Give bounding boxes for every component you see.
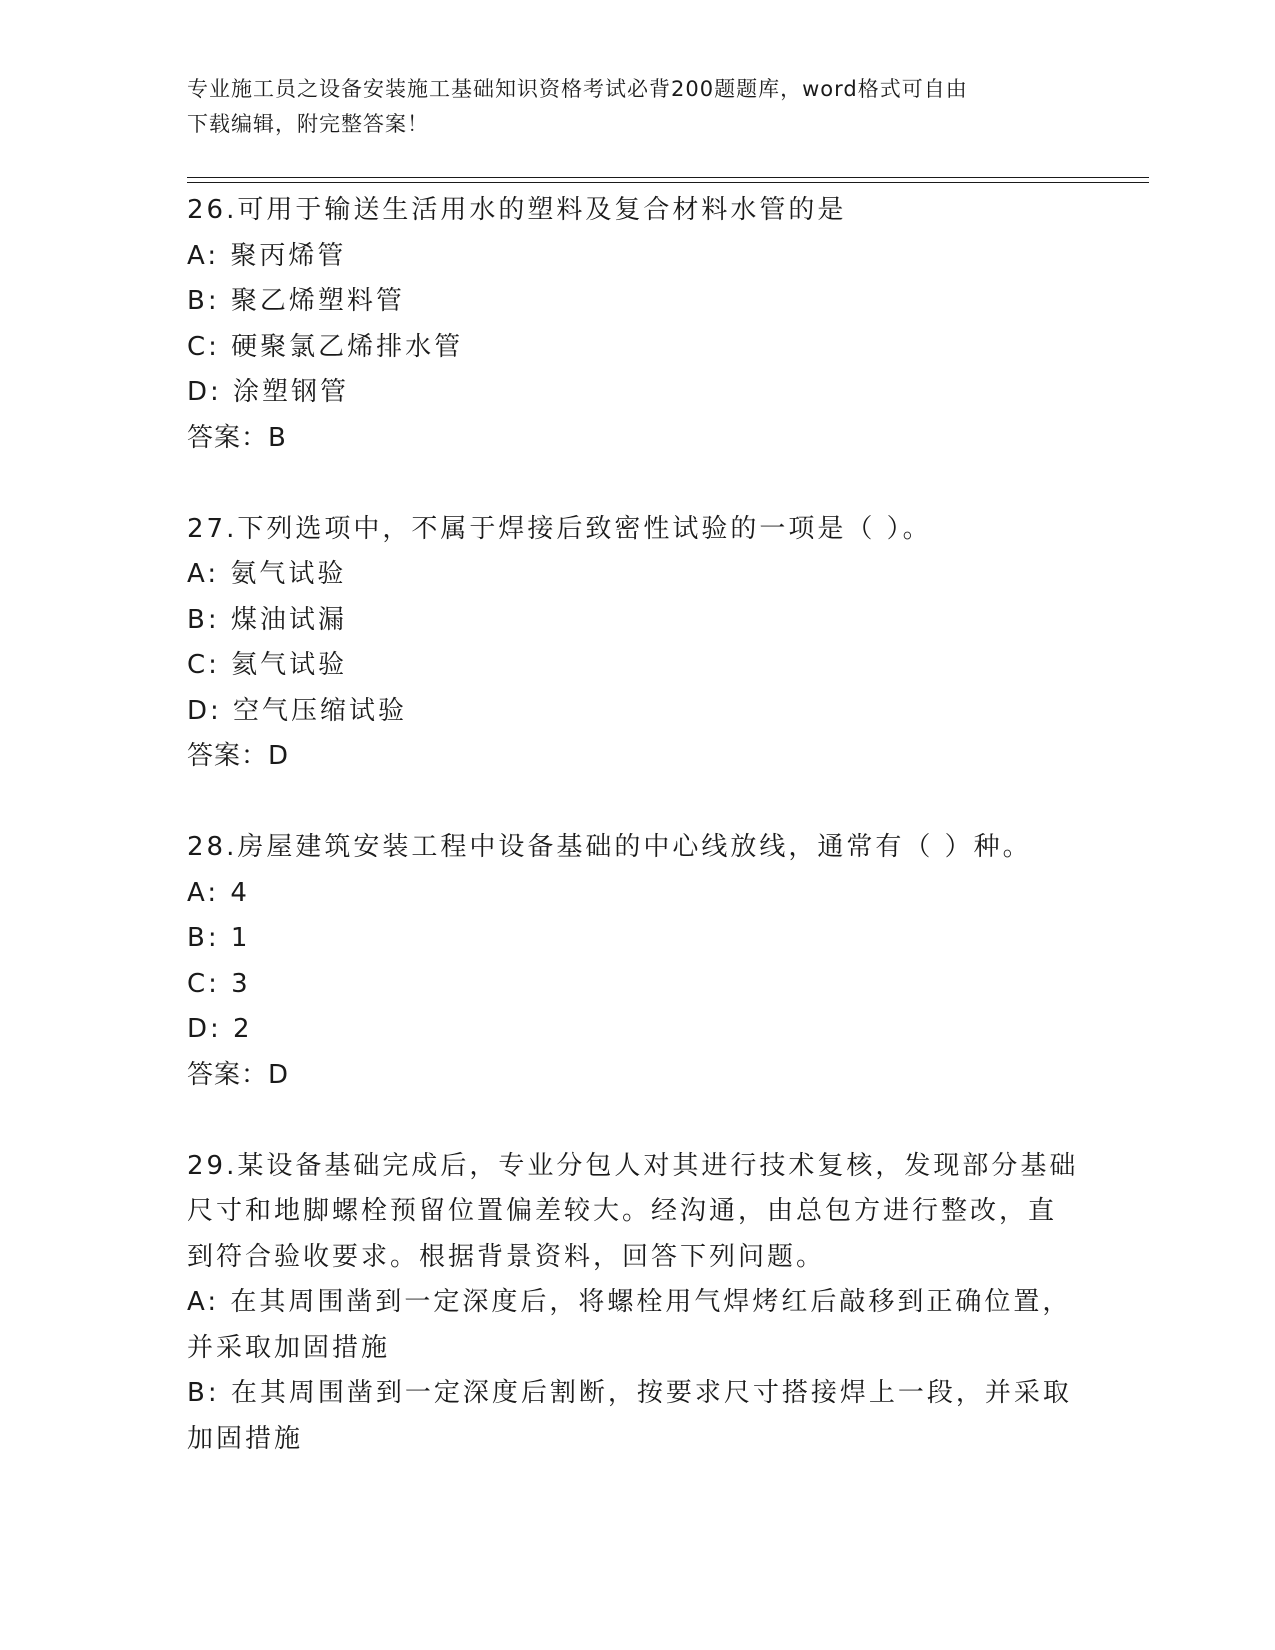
option-d: D: 2 (187, 1014, 253, 1044)
question-stem: 尺寸和地脚螺栓预留位置偏差较大。经沟通，由总包方进行整改，直 (187, 1196, 1058, 1226)
option-c: C: 氦气试验 (187, 650, 348, 680)
question-27 (187, 507, 1087, 826)
option-b: B: 在其周围凿到一定深度后割断，按要求尺寸搭接焊上一段，并采取 (187, 1378, 1072, 1408)
header-divider (187, 177, 1149, 178)
option-a: A: 在其周围凿到一定深度后，将螺栓用气焊烤红后敲移到正确位置， (187, 1287, 1072, 1317)
question-list (187, 188, 1087, 1462)
answer: 答案：D (187, 741, 290, 771)
question-stem: 27.下列选项中，不属于焊接后致密性试验的一项是（ ）。 (187, 513, 932, 544)
option-b: B: 煤油试漏 (187, 604, 347, 635)
answer: 答案：D (187, 1059, 290, 1090)
option-c: C: 3 (187, 968, 251, 999)
option-a: A: 聚丙烯管 (187, 240, 347, 271)
question-stem: 到符合验收要求。根据背景资料，回答下列问题。 (187, 1241, 826, 1272)
answer: 答案：B (187, 422, 287, 453)
question-stem: 28.房屋建筑安装工程中设备基础的中心线放线，通常有（ ）种。 (187, 832, 1032, 862)
question-stem: 29.某设备基础完成后，专业分包人对其进行技术复核，发现部分基础 (187, 1150, 1079, 1181)
header-line: 专业施工员之设备安装施工基础知识资格考试必背200题题库，word格式可自由 (187, 77, 968, 101)
option-a: A: 4 (187, 877, 250, 908)
option-b: B: 聚乙烯塑料管 (187, 286, 405, 316)
question-28 (187, 825, 1087, 1144)
question-stem: 26.可用于输送生活用水的塑料及复合材料水管的是 (187, 195, 847, 225)
header-line: 下载编辑，附完整答案！ (187, 112, 429, 136)
option-b: B: 1 (187, 923, 251, 953)
question-29 (187, 1144, 1087, 1463)
document-header (187, 72, 1067, 142)
option-c: C: 硬聚氯乙烯排水管 (187, 331, 464, 362)
question-26 (187, 188, 1087, 507)
option-b: 加固措施 (187, 1423, 304, 1454)
option-a: A: 氨气试验 (187, 559, 347, 589)
option-d: D: 空气压缩试验 (187, 695, 408, 726)
option-a: 并采取加固措施 (187, 1332, 391, 1363)
header-divider (187, 182, 1149, 183)
option-d: D: 涂塑钢管 (187, 377, 350, 407)
